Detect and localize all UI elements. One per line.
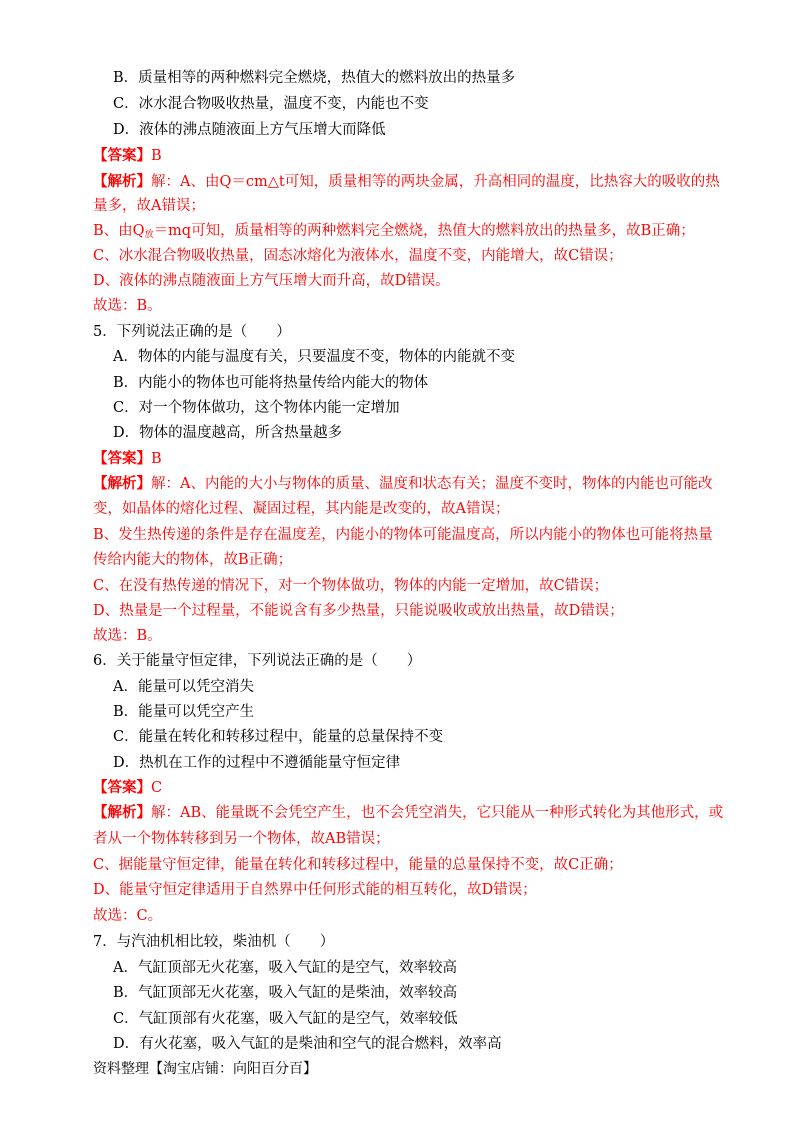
q5-analysis-line-5: C、在没有热传递的情况下，对一个物体做功，物体的内能一定增加，故C错误； — [93, 578, 609, 594]
q7-option-a: A．气缸顶部无火花塞，吸入气缸的是空气，效率较高 — [113, 960, 457, 976]
q6-answer — [93, 778, 162, 798]
q6-analysis-line-1 — [93, 803, 723, 823]
q4-answer — [93, 146, 162, 166]
analysis-text: 解：A、内能的大小与物体的质量、温度和状态有关；温度不变时，物体的内能也可能改 — [151, 476, 713, 492]
answer-value: B — [151, 148, 162, 164]
q5-option-b: B．内能小的物体也可能将热量传给内能大的物体 — [113, 375, 429, 391]
q5-stem: 5．下列说法正确的是（ ） — [93, 324, 291, 340]
q4-analysis-line-1 — [93, 172, 720, 192]
q4-analysis-line-6: 故选：B。 — [93, 298, 162, 314]
q5-answer — [93, 449, 162, 469]
q5-analysis-line-4: 传给内能大的物体，故B正确； — [93, 552, 293, 568]
q6-analysis-line-4: D、能量守恒定律适用于自然界中任何形式能的相互转化，故D错误； — [93, 882, 537, 898]
answer-value: C — [151, 780, 163, 796]
q4-analysis-line-3: B、由$Q_放=mq$可知，质量相等的两种燃料完全燃烧，热值大的燃料放出的热量多，故B正确； — [93, 223, 695, 240]
q5-analysis-line-6: D、热量是一个过程量，不能说含有多少热量，只能说吸收或放出热量，故D错误； — [93, 603, 624, 619]
subscript-fang: 放 — [144, 230, 154, 240]
q7-option-d: D．有火花塞，吸入气缸的是柴油和空气的混合燃料，效率高 — [113, 1036, 502, 1052]
q4-option-c: C．冰水混合物吸收热量，温度不变，内能也不变 — [113, 96, 429, 112]
analysis-text: 解：AB、能量既不会凭空产生，也不会凭空消失，它只能从一种形式转化为其他形式，或 — [151, 805, 724, 821]
page-footer: 资料整理【淘宝店铺：向阳百分百】 — [93, 1061, 317, 1077]
q7-option-c: C．气缸顶部有火花塞，吸入气缸的是空气，效率较低 — [113, 1011, 458, 1027]
q5-option-d: D．物体的温度越高，所含热量越多 — [113, 425, 343, 441]
q4-option-d: D．液体的沸点随液面上方气压增大而降低 — [113, 122, 386, 138]
q5-analysis-line-7: 故选：B。 — [93, 628, 162, 644]
q5-analysis-line-3: B、发生热传递的条件是存在温度差，内能小的物体可能温度高，所以内能小的物体也可能将热量 — [93, 527, 713, 543]
q6-option-a: A．能量可以凭空消失 — [113, 679, 254, 695]
q6-analysis-line-5: 故选：C。 — [93, 908, 163, 924]
answer-value: B — [151, 451, 162, 467]
q4-analysis-line-5: D、液体的沸点随液面上方气压增大而升高，故D错误。 — [93, 273, 450, 289]
q5-option-c: C．对一个物体做功，这个物体内能一定增加 — [113, 400, 400, 416]
q5-option-a: A．物体的内能与温度有关，只要温度不变，物体的内能就不变 — [113, 349, 515, 365]
q6-option-b: B．能量可以凭空产生 — [113, 704, 255, 720]
analysis-tag: 【解析】 — [93, 173, 151, 190]
answer-tag: 【答案】 — [93, 450, 151, 467]
q6-analysis-line-3: C、据能量守恒定律，能量在转化和转移过程中，能量的总量保持不变，故C正确； — [93, 857, 623, 873]
q6-stem: 6．关于能量守恒定律，下列说法正确的是（ ） — [93, 653, 422, 669]
q7-option-b: B．气缸顶部无火花塞，吸入气缸的是柴油，效率较高 — [113, 985, 458, 1001]
analysis-text: 解：A、由Q＝cm△t可知，质量相等的两块金属，升高相同的温度，比热容大的吸收的热 — [151, 174, 720, 190]
answer-tag: 【答案】 — [93, 779, 151, 796]
analysis-tag: 【解析】 — [93, 475, 151, 492]
q4-analysis-line-4: C、冰水混合物吸收热量，固态冰熔化为液体水，温度不变，内能增大，故C错误； — [93, 248, 623, 264]
q6-option-c: C．能量在转化和转移过程中，能量的总量保持不变 — [113, 729, 444, 745]
q5-analysis-line-1 — [93, 474, 712, 494]
analysis-tag: 【解析】 — [93, 804, 151, 821]
q7-stem: 7．与汽油机相比较，柴油机（ ） — [93, 934, 335, 950]
q6-analysis-line-2: 者从一个物体转移到另一个物体，故AB错误； — [93, 831, 390, 847]
q6-option-d: D．热机在工作的过程中不遵循能量守恒定律 — [113, 755, 401, 771]
q4-analysis-line-2: 量多，故A错误； — [93, 198, 205, 214]
answer-tag: 【答案】 — [93, 147, 151, 164]
q4-option-b: B．质量相等的两种燃料完全燃烧，热值大的燃料放出的热量多 — [113, 70, 516, 86]
q5-analysis-line-2: 变，如晶体的熔化过程、凝固过程，其内能是改变的，故A错误； — [93, 501, 510, 517]
